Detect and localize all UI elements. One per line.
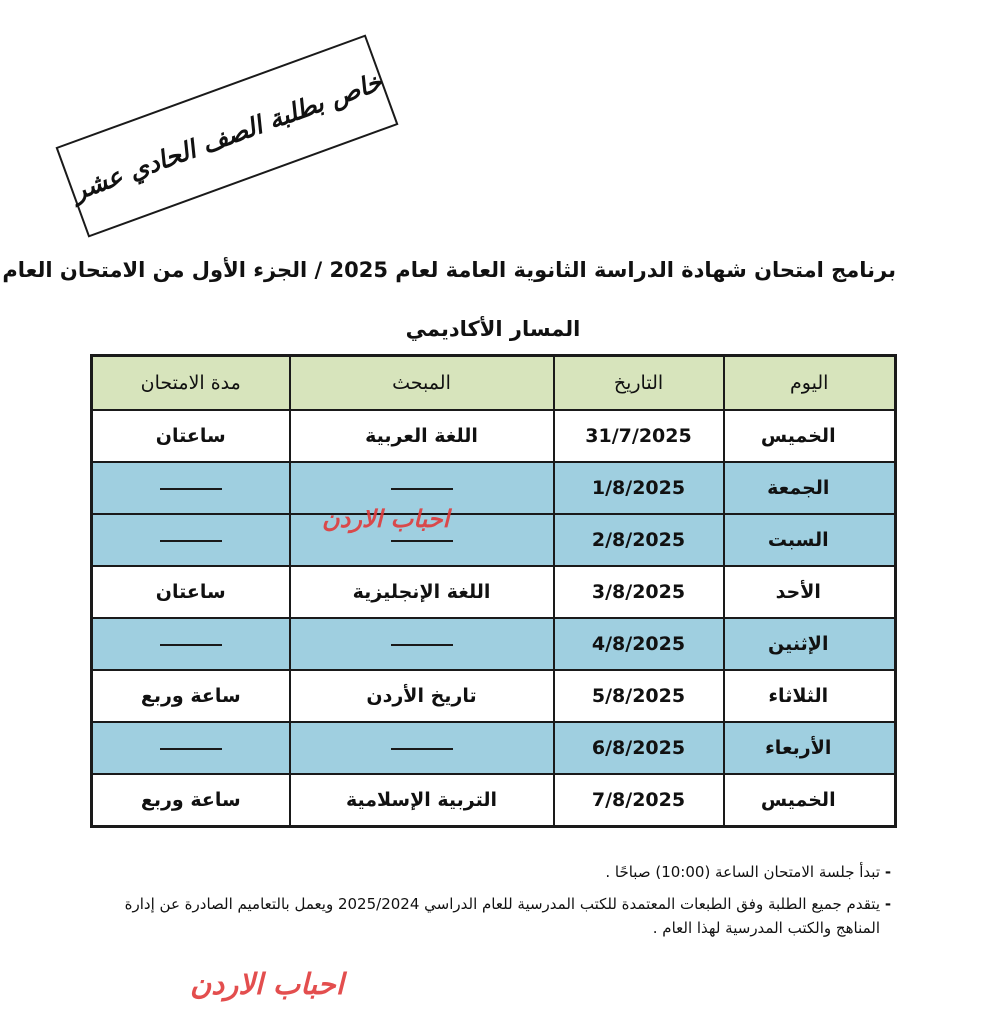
table-row [92, 514, 896, 566]
day-label: الأحد [775, 581, 821, 603]
note-item [90, 892, 896, 940]
table-row [92, 774, 896, 827]
duration-cell: ساعتان [92, 410, 290, 462]
page-subtitle: المسار الأكاديمي [405, 317, 581, 341]
date-cell: 5/8/2025 [554, 670, 724, 722]
no-exam-dash [160, 644, 222, 646]
no-exam-dash [391, 748, 453, 750]
date-cell: 7/8/2025 [554, 774, 724, 827]
header-day: اليوم [724, 356, 896, 411]
table-row [92, 462, 896, 514]
table-row [92, 618, 896, 670]
table-header-row [92, 356, 896, 411]
notes-list [90, 860, 896, 948]
no-exam-dash [391, 488, 453, 490]
header-date: التاريخ [554, 356, 724, 411]
date-cell: 1/8/2025 [554, 462, 724, 514]
table-row [92, 410, 896, 462]
no-exam-dash [160, 748, 222, 750]
duration-cell [92, 514, 290, 566]
note-bullet: - [884, 863, 892, 881]
subject-cell: اللغة العربية [290, 410, 554, 462]
note-bullet: - [884, 895, 892, 913]
no-exam-dash [160, 540, 222, 542]
day-cell [724, 774, 896, 827]
duration-cell: ساعتان [92, 566, 290, 618]
date-cell: 31/7/2025 [554, 410, 724, 462]
exam-schedule-table [90, 354, 897, 828]
watermark-text: احباب الاردن [322, 505, 450, 533]
table-row [92, 722, 896, 774]
day-cell [724, 722, 896, 774]
table-row [92, 566, 896, 618]
day-label: السبت [767, 529, 829, 551]
date-cell: 4/8/2025 [554, 618, 724, 670]
header-duration: مدة الامتحان [92, 356, 290, 411]
page-title: برنامج امتحان شهادة الدراسة الثانوية العامة لعام 2025 / الجزء الأول من الامتحان العام [2, 258, 896, 282]
note-text: يتقدم جميع الطلبة وفق الطبعات المعتمدة للكتب المدرسية للعام الدراسي 2025/2024 ويعمل بالتعاميم الصادرة عن إدارة المناهج والكتب المدرسية لهذا العام . [124, 895, 880, 937]
day-cell [724, 462, 896, 514]
subject-cell [290, 722, 554, 774]
table-row [92, 670, 896, 722]
day-label: الأربعاء [765, 737, 832, 759]
no-exam-dash [391, 540, 453, 542]
date-cell: 6/8/2025 [554, 722, 724, 774]
duration-cell [92, 462, 290, 514]
duration-cell [92, 618, 290, 670]
no-exam-dash [391, 644, 453, 646]
subject-cell: تاريخ الأردن [290, 670, 554, 722]
day-label: الخميس [760, 425, 836, 447]
day-label: الجمعة [767, 477, 830, 499]
watermark-text: احباب الاردن [190, 967, 344, 1001]
date-cell: 3/8/2025 [554, 566, 724, 618]
grade-stamp-text: خاص بطلبة الصف الحادي عشر [68, 66, 386, 206]
day-cell [724, 566, 896, 618]
subject-cell: التربية الإسلامية [290, 774, 554, 827]
duration-cell [92, 722, 290, 774]
note-item [90, 860, 896, 884]
no-exam-dash [160, 488, 222, 490]
header-subject: المبحث [290, 356, 554, 411]
day-label: الثلاثاء [768, 685, 829, 707]
duration-cell: ساعة وربع [92, 774, 290, 827]
day-cell [724, 618, 896, 670]
day-cell [724, 670, 896, 722]
day-cell [724, 410, 896, 462]
date-cell: 2/8/2025 [554, 514, 724, 566]
note-text: تبدأ جلسة الامتحان الساعة (10:00) صباحًا . [605, 863, 880, 881]
subject-cell: اللغة الإنجليزية [290, 566, 554, 618]
day-cell [724, 514, 896, 566]
subject-cell [290, 618, 554, 670]
day-label: الإثنين [768, 633, 829, 655]
grade-stamp-box [56, 34, 399, 237]
duration-cell: ساعة وربع [92, 670, 290, 722]
day-label: الخميس [760, 789, 836, 811]
